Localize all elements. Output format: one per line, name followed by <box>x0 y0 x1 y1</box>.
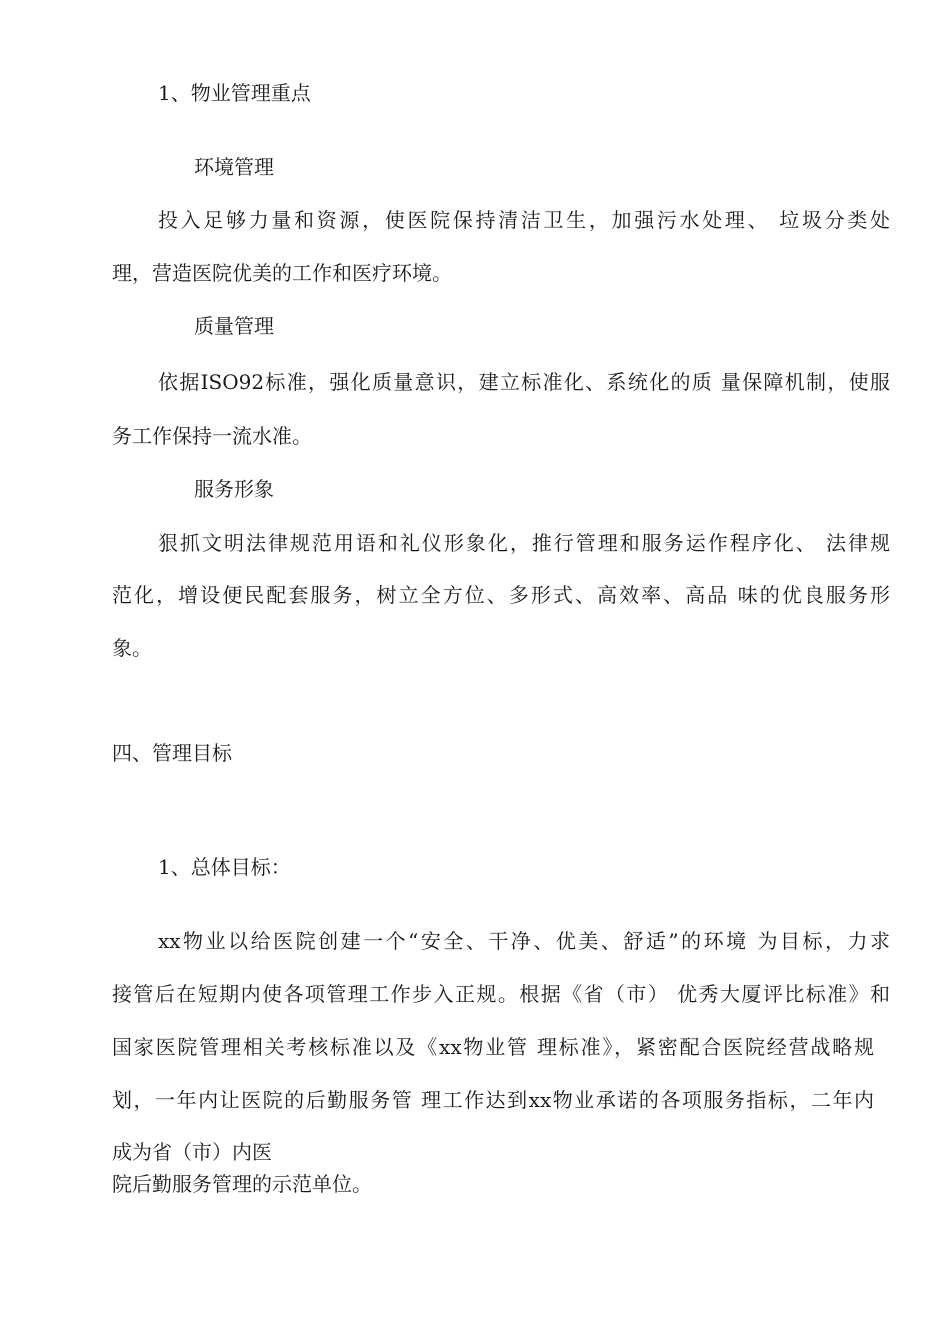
paragraph-line: 划，一年内让医院的后勤服务管 理工作达到xx物业承诺的各项服务指标，二年内 <box>112 1088 874 1112</box>
paragraph-line: 成为省（市）内医 <box>112 1140 272 1164</box>
paragraph-line: 务工作保持一流水准。 <box>112 424 312 448</box>
subheading-overall-goal: 1、总体目标： <box>158 855 291 879</box>
paragraph-line: 院后勤服务管理的示范单位。 <box>112 1172 372 1196</box>
paragraph-line: 理，营造医院优美的工作和医疗环境。 <box>112 261 452 285</box>
paragraph-line: 依据ISO92标准，强化质量意识，建立标准化、系统化的质 量保障机制，使服 <box>158 370 890 394</box>
paragraph-line: 范化，增设便民配套服务，树立全方位、多形式、高效率、高品 味的优良服务形 <box>112 583 890 607</box>
paragraph-line: 象。 <box>112 636 152 660</box>
subheading-environment: 环境管理 <box>194 155 274 179</box>
section-heading-management-focus: 1、物业管理重点 <box>158 81 311 105</box>
paragraph-line: 投入足够力量和资源，使医院保持清洁卫生，加强污水处理、 垃圾分类处 <box>158 208 890 232</box>
paragraph-line: xx物业以给医院创建一个“安全、干净、优美、舒适”的环境 为目标，力求 <box>158 929 890 953</box>
paragraph-line: 国家医院管理相关考核标准以及《xx物业管 理标准》，紧密配合医院经营战略规 <box>112 1035 874 1059</box>
paragraph-line: 接管后在短期内使各项管理工作步入正规。根据《省（市） 优秀大厦评比标准》和 <box>112 982 890 1006</box>
subheading-quality: 质量管理 <box>194 314 274 338</box>
section-heading-management-goals: 四、管理目标 <box>112 741 232 765</box>
paragraph-line: 狠抓文明法律规范用语和礼仪形象化，推行管理和服务运作程序化、 法律规 <box>158 531 890 555</box>
subheading-service-image: 服务形象 <box>194 477 274 501</box>
